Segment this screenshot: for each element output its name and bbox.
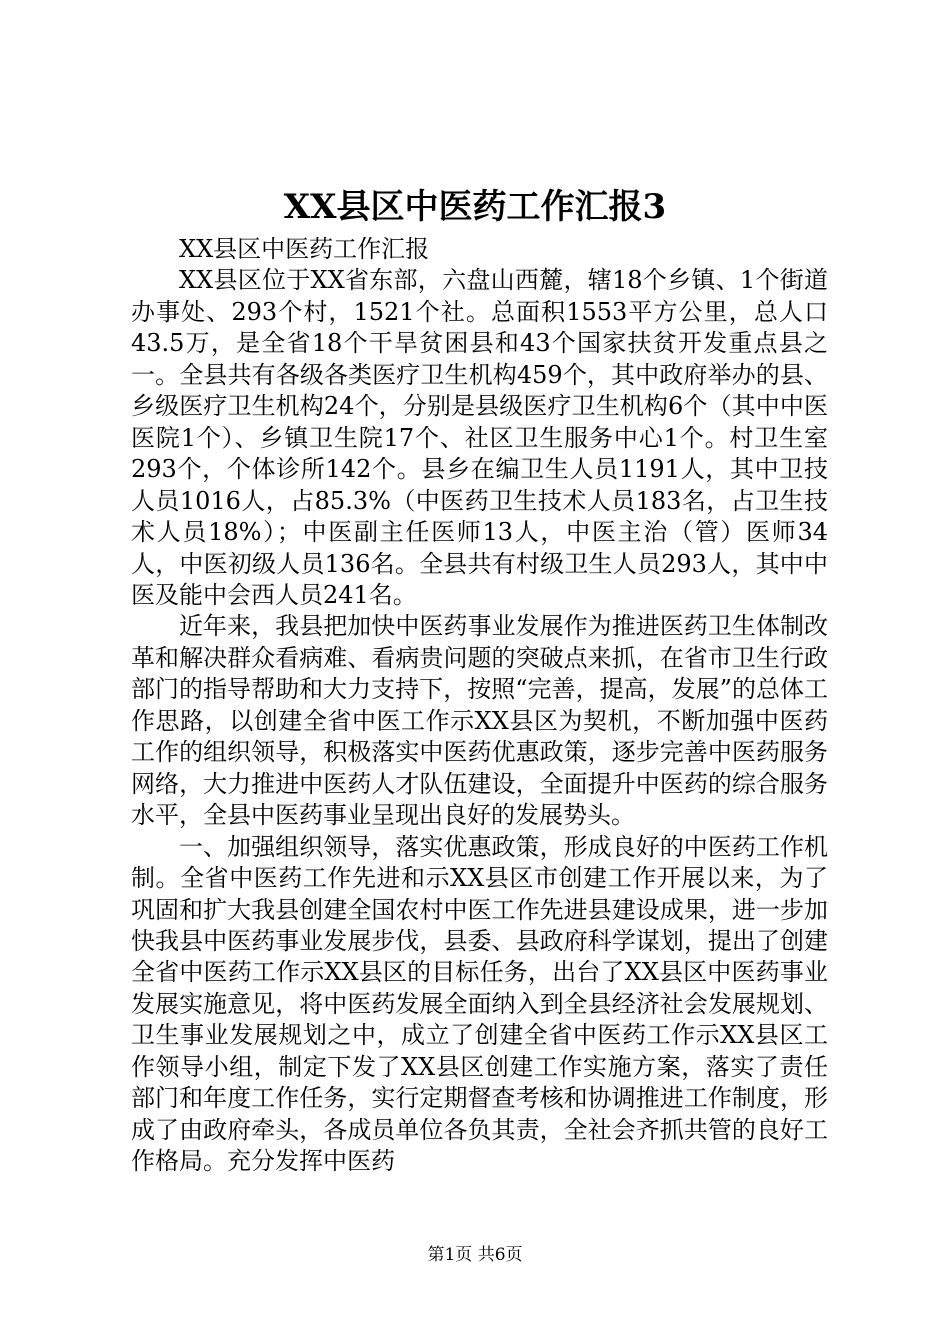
- paragraph-recent-years: 近年来，我县把加快中医药事业发展作为推进医药卫生体制改革和解决群众看病难、看病贵问题的突破点来抓，在省市卫生行政部门的指导帮助和大力支持下，按照“完善，提高，发展”的总体工作思路，以创建全省中医工作示XX县区为契机，不断加强中医药工作的组织领导，积极落实中医药优惠政策，逐步完善中医药服务网络，大力推进中医药人才队伍建设，全面提升中医药的综合服务水平，全县中医药事业呈现出良好的发展势头。: [131, 612, 828, 830]
- paragraph-subtitle: XX县区中医药工作汇报: [179, 235, 430, 263]
- document-body: [131, 234, 828, 1178]
- document-title: XX县区中医药工作汇报3: [283, 187, 667, 227]
- page-footer: 第1页 共6页: [427, 1245, 523, 1265]
- paragraph-overview: XX县区位于XX省东部，六盘山西麓，辖18个乡镇、1个街道办事处、293个村，1521个社。总面积1553平方公里，总人口43.5万，是全省18个干旱贫困县和43个国家扶贫开发重点县之一。全县共有各级各类医疗卫生机构459个，其中政府举办的县、乡级医疗卫生机构24个，分别是县级医疗卫生机构6个（其中中医医院1个）、乡镇卫生院17个、社区卫生服务中心1个。村卫生室293个，个体诊所142个。县乡在编卫生人员1191人，其中卫技人员1016人，占85.3%（中医药卫生技术人员183名，占卫生技术人员18%）；中医副主任医师13人，中医主治（管）医师34人，中医初级人员136名。全县共有村级卫生人员293人，其中中医及能中会西人员241名。: [131, 266, 828, 609]
- paragraph-section-one: 一、加强组织领导，落实优惠政策，形成良好的中医药工作机制。全省中医药工作先进和示XX县区市创建工作开展以来，为了巩固和扩大我县创建全国农村中医工作先进县建设成果，进一步加快我县中医药事业发展步伐，县委、县政府科学谋划，提出了创建全省中医药工作示XX县区的目标任务，出台了XX县区中医药事业发展实施意见，将中医药发展全面纳入到全县经济社会发展规划、卫生事业发展规划之中，成立了创建全省中医药工作示XX县区工作领导小组，制定下发了XX县区创建工作实施方案，落实了责任部门和年度工作任务，实行定期督查考核和协调推进工作制度，形成了由政府牵头，各成员单位各负其责，全社会齐抓共管的良好工作格局。充分发挥中医药: [131, 832, 828, 1176]
